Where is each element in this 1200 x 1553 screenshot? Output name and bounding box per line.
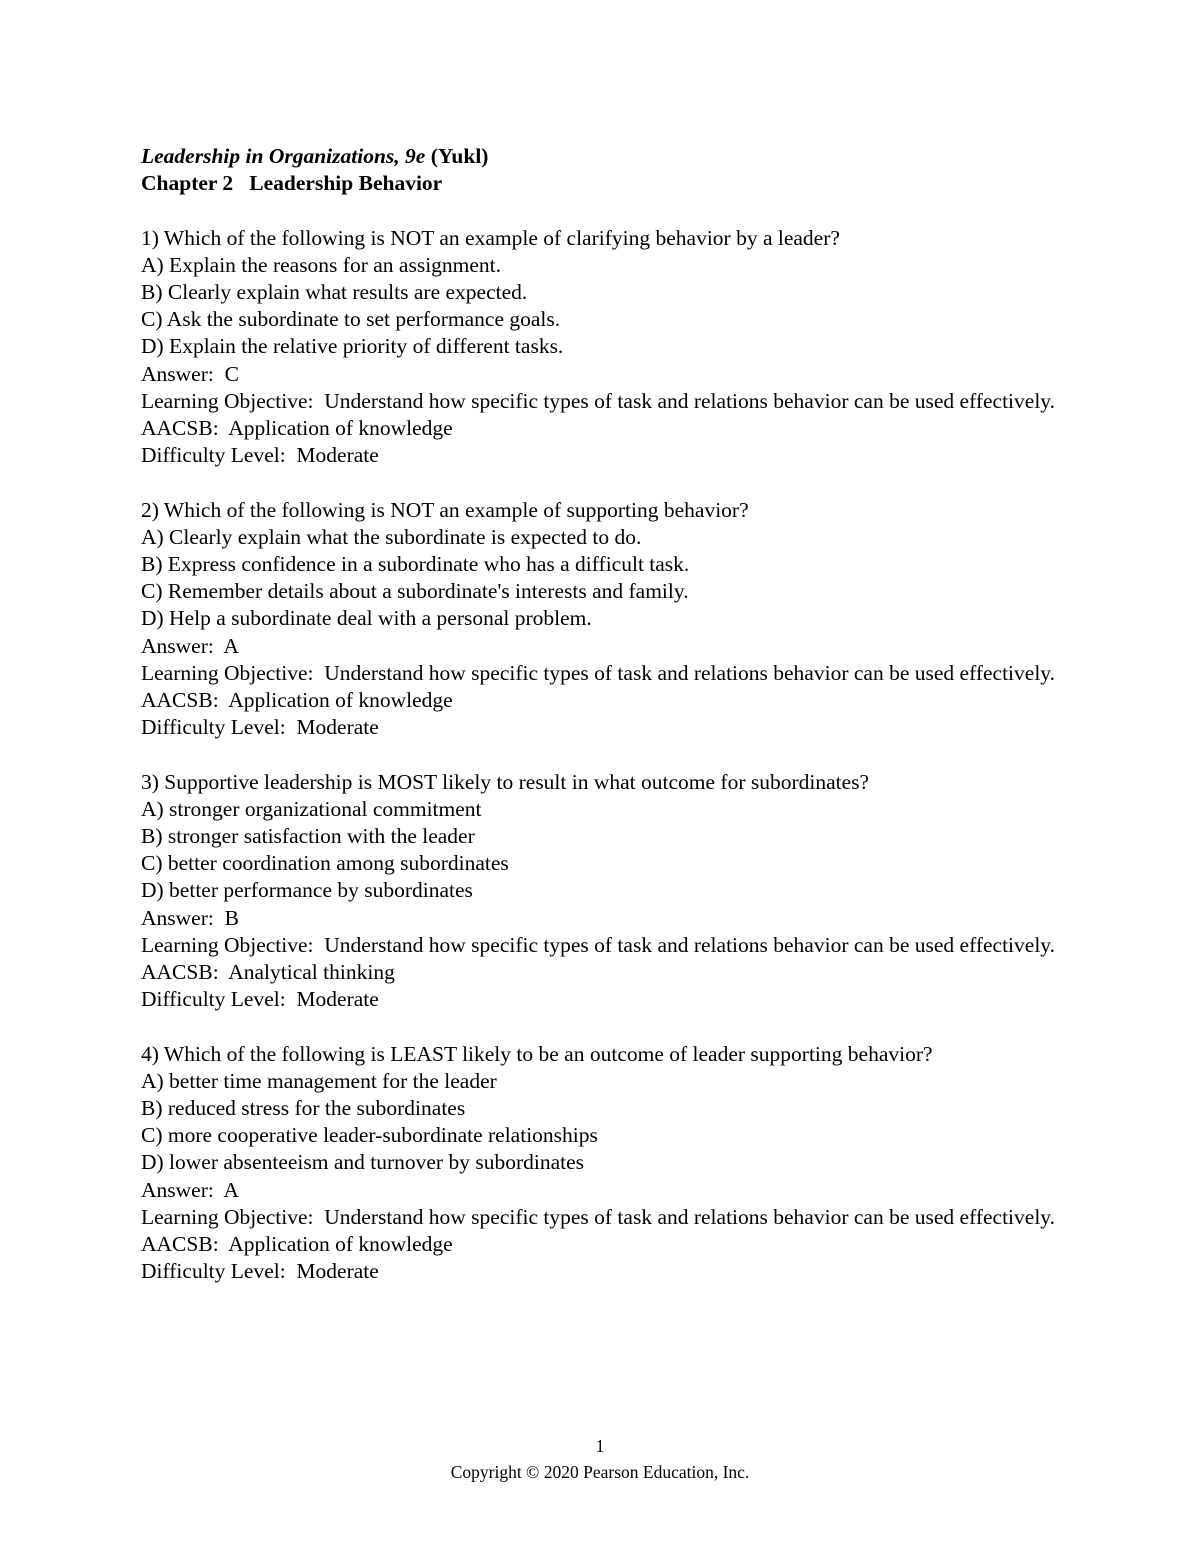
option-c: C) Ask the subordinate to set performance goals. [141, 307, 561, 332]
question-block-1 [141, 225, 1061, 470]
option-b: B) Express confidence in a subordinate who has a difficult task. [141, 552, 690, 577]
page-number: 1 [595, 1436, 605, 1456]
learning-objective: Learning Objective: Understand how specific types of task and relations behavior can be used effectively. [141, 660, 1056, 685]
option-d: D) lower absenteeism and turnover by subordinates [141, 1150, 585, 1175]
difficulty-level: Difficulty Level: Moderate [141, 987, 379, 1012]
book-title-line [141, 143, 1061, 170]
learning-objective: Learning Objective: Understand how specific types of task and relations behavior can be used effectively. [141, 1204, 1056, 1229]
aacsb: AACSB: Application of knowledge [141, 688, 453, 713]
option-a: A) stronger organizational commitment [141, 796, 482, 821]
question-text: 2) Which of the following is NOT an example of supporting behavior? [141, 497, 749, 522]
question-block-2 [141, 497, 1061, 742]
option-b: B) stronger satisfaction with the leader [141, 824, 475, 849]
book-title: Leadership in Organizations, 9e [141, 144, 426, 168]
aacsb: AACSB: Application of knowledge [141, 416, 453, 441]
option-c: C) better coordination among subordinates [141, 851, 509, 876]
option-c: C) more cooperative leader-subordinate relationships [141, 1123, 598, 1148]
book-author: (Yukl) [425, 144, 489, 168]
option-a: A) Clearly explain what the subordinate is expected to do. [141, 524, 642, 549]
answer: Answer: C [141, 361, 239, 386]
answer: Answer: A [141, 1177, 239, 1202]
option-a: A) better time management for the leader [141, 1068, 497, 1093]
aacsb: AACSB: Application of knowledge [141, 1232, 453, 1257]
question-block-3 [141, 769, 1061, 1014]
chapter-title: Chapter 2 Leadership Behavior [141, 171, 443, 196]
answer: Answer: A [141, 633, 239, 658]
learning-objective: Learning Objective: Understand how specific types of task and relations behavior can be used effectively. [141, 932, 1056, 957]
difficulty-level: Difficulty Level: Moderate [141, 1259, 379, 1284]
difficulty-level: Difficulty Level: Moderate [141, 715, 379, 740]
difficulty-level: Difficulty Level: Moderate [141, 443, 379, 468]
option-d: D) Explain the relative priority of different tasks. [141, 334, 564, 359]
option-b: B) reduced stress for the subordinates [141, 1096, 466, 1121]
question-text: 1) Which of the following is NOT an example of clarifying behavior by a leader? [141, 225, 840, 250]
aacsb: AACSB: Analytical thinking [141, 960, 395, 985]
question-text: 3) Supportive leadership is MOST likely to result in what outcome for subordinates? [141, 769, 870, 794]
copyright-notice: Copyright © 2020 Pearson Education, Inc. [450, 1462, 750, 1482]
option-d: D) Help a subordinate deal with a personal problem. [141, 606, 592, 631]
question-block-4 [141, 1041, 1061, 1286]
option-b: B) Clearly explain what results are expected. [141, 280, 528, 304]
option-d: D) better performance by subordinates [141, 878, 473, 903]
option-c: C) Remember details about a subordinate's interests and family. [141, 579, 689, 604]
learning-objective: Learning Objective: Understand how specific types of task and relations behavior can be used effectively. [141, 388, 1056, 413]
option-a: A) Explain the reasons for an assignment. [141, 252, 502, 277]
answer: Answer: B [141, 905, 239, 930]
document-body [141, 143, 1061, 1313]
question-text: 4) Which of the following is LEAST likely to be an outcome of leader supporting behavior? [141, 1041, 933, 1066]
